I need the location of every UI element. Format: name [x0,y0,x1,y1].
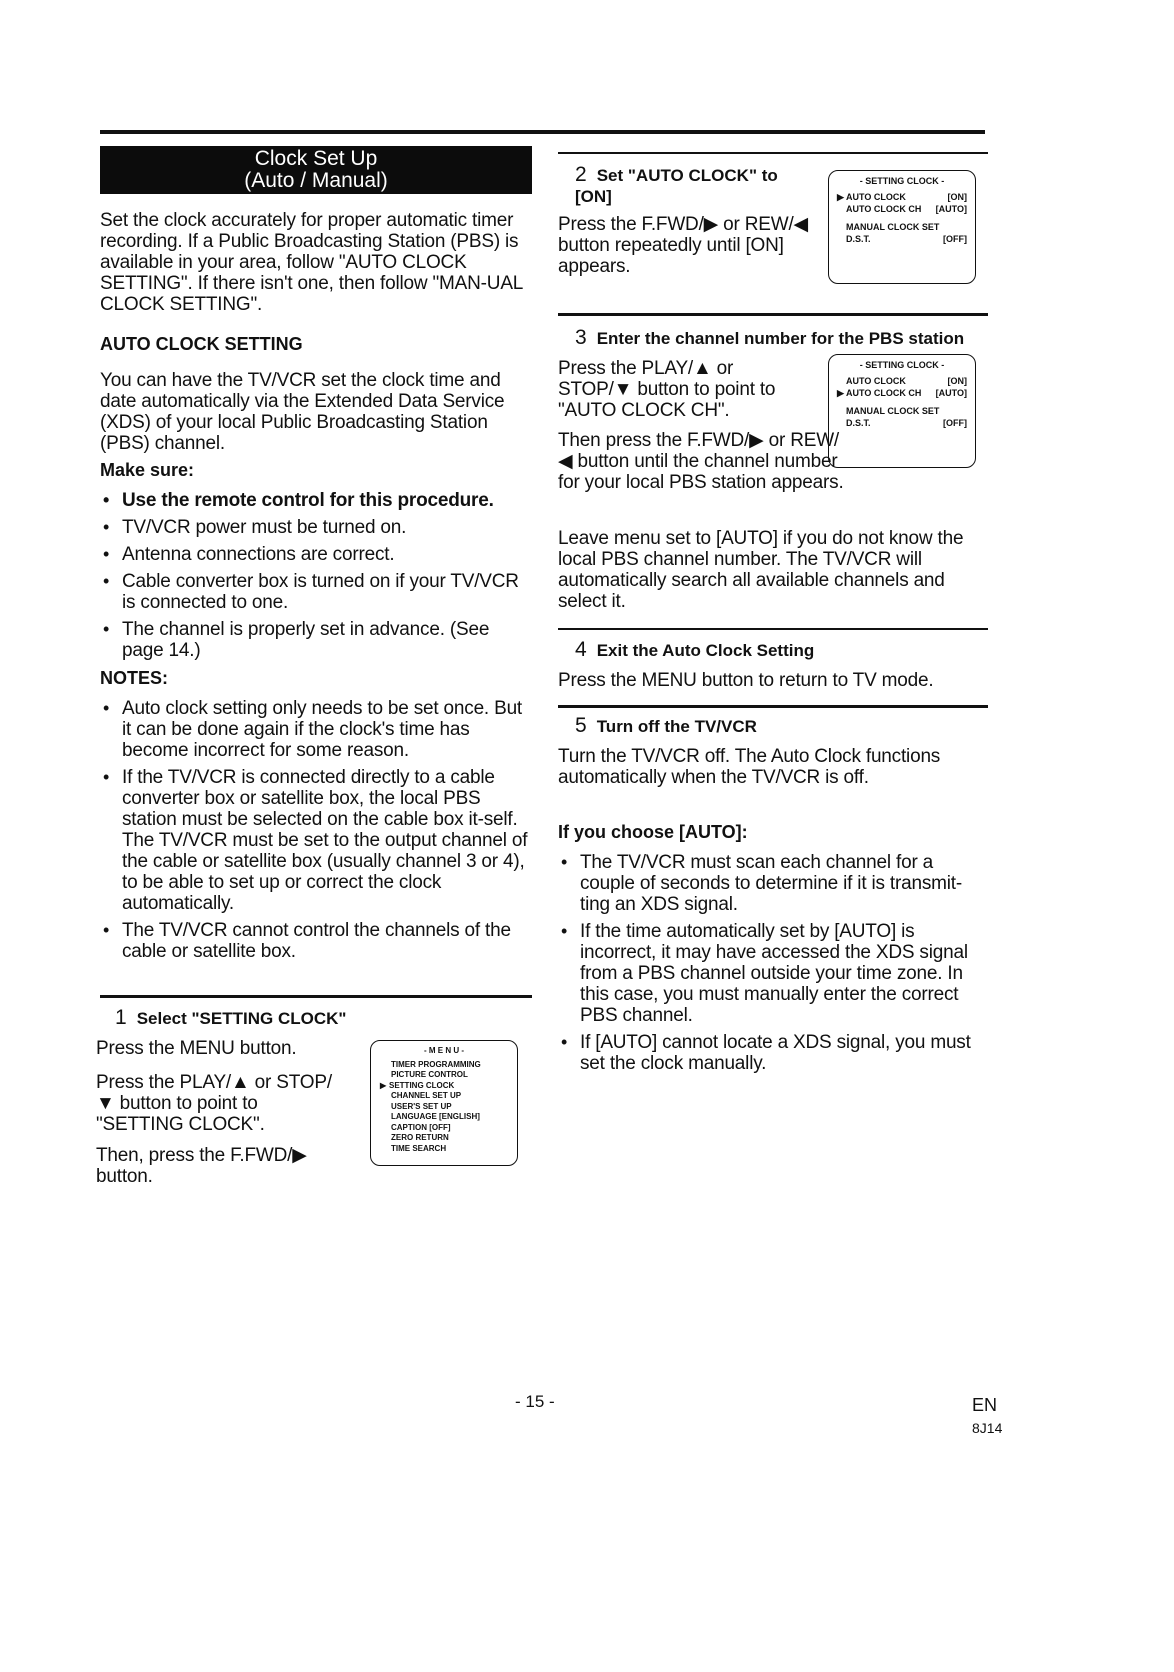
osd-line-dst: D.S.T. [OFF] [846,234,967,244]
step1-number: 1 [115,1006,127,1029]
make-sure-item: • Antenna connections are correct. [100,544,530,565]
step3-rule [558,313,988,316]
step5-number: 5 [575,714,587,737]
step2-text: Press the F.FWD/▶ or REW/◀ button repeatedly until [ON] appears. [558,214,808,277]
step2-title [575,164,810,207]
auto-choice-list [558,852,978,1080]
make-sure-item: • Use the remote control for this procedure. [100,490,530,511]
menu-osd-item: CAPTION [OFF] [391,1122,451,1132]
make-sure-item: • TV/VCR power must be turned on. [100,517,530,538]
step4-title-text: Exit the Auto Clock Setting [596,641,815,660]
auto-choice-item: • If the time automatically set by [AUTO] is incorrect, it may have accessed the XDS signal from a PBS channel outside your time zone. In this case, you must manually enter the correct PBS channel. [558,921,978,1026]
menu-osd-item: TIMER PROGRAMMING [391,1059,481,1069]
step1-title-text: Select "SETTING CLOCK" [136,1009,347,1028]
menu-osd-item: CHANNEL SET UP [391,1091,462,1100]
note-item: • If the TV/VCR is connected directly to a cable converter box or satellite box, the local PBS station must be selected on the cable box it-self. The TV/VCR must be set to the output channel of the cable or satellite box (usually channel 3 or 4), to be able to set up or correct the clock automatically. [100,767,530,914]
language-code: EN [972,1395,998,1415]
step1-text-2: Press the PLAY/▲ or STOP/▼ button to point to "SETTING CLOCK". [96,1072,332,1135]
make-sure-list [100,490,530,667]
osd-value-auto: [AUTO] [935,388,967,398]
pointer-icon: ▶ [837,388,844,398]
step4-number: 4 [575,638,587,661]
step1-rule [100,995,532,998]
step2-title-text: Set "AUTO CLOCK" to [ON] [575,166,778,206]
step5-text: Turn the TV/VCR off. The Auto Clock functions automatically when the TV/VCR is off. [558,746,941,788]
step3-number: 3 [575,326,587,349]
notes-list [100,698,530,968]
osd-title: - SETTING CLOCK - [859,360,945,370]
make-sure-item: • Cable converter box is turned on if your TV/VCR is connected to one. [100,571,530,613]
step3-text-3: Leave menu set to [AUTO] if you do not know the local PBS channel number. The TV/VCR will automatically search all available channels and select it. [558,528,964,612]
title-line-1: Clock Set Up [254,147,378,170]
auto-choice-heading: If you choose [AUTO]: [558,822,748,842]
setting-clock-osd-step3 [828,354,976,468]
osd-line-dst: D.S.T. [OFF] [846,418,967,428]
step4-text: Press the MENU button to return to TV mode. [558,670,934,691]
note-item: • Auto clock setting only needs to be set once. But it can be done again if the clock's time has become incorrect for some reason. [100,698,530,761]
step1-text-3: Then, press the F.FWD/▶ button. [96,1145,307,1187]
menu-osd-item: USER'S SET UP [391,1101,452,1111]
auto-clock-description: You can have the TV/VCR set the clock time and date automatically via the Extended Data Service (XDS) of your local Public Broadcasting Station (PBS) channel. [100,370,505,454]
menu-osd-item: TIME SEARCH [391,1143,447,1153]
osd-line-manual: MANUAL CLOCK SET [846,222,940,232]
make-sure-item: • The channel is properly set in advance. (See page 14.) [100,619,530,661]
auto-clock-heading: AUTO CLOCK SETTING [100,334,303,354]
osd-title: - SETTING CLOCK - [859,176,945,186]
menu-osd-item: ZERO RETURN [391,1133,449,1142]
pointer-icon: ▶ [837,192,844,202]
osd-value-on: [ON] [947,192,967,202]
intro-paragraph: Set the clock accurately for proper automatic timer recording. If a Public Broadcasting Station (PBS) is available in your area, follow "AUTO CLOCK SETTING". If there isn't one, then follow "MAN-UAL CLOCK SETTING". [100,210,523,315]
note-item: • The TV/VCR cannot control the channels of the cable or satellite box. [100,920,530,962]
menu-osd-item: LANGUAGE [ENGLISH] [391,1112,480,1121]
title-banner [100,146,532,194]
menu-osd-item-selected: ▶ SETTING CLOCK [380,1080,455,1090]
step3-text-2: Then press the F.FWD/▶ or REW/◀ button until the channel number for your local PBS station appears. [558,430,844,493]
page-number: - 15 - [515,1392,555,1411]
auto-choice-item: • If [AUTO] cannot locate a XDS signal, you must set the clock manually. [558,1032,978,1074]
osd-line-auto-clock: ▶ AUTO CLOCK [ON] [837,192,967,202]
setting-clock-osd-step2 [828,170,976,284]
make-sure-heading: Make sure: [100,460,195,480]
osd-line-auto-clock: AUTO CLOCK [ON] [846,376,967,386]
step4-title [575,638,814,662]
title-line-2: (Auto / Manual) [244,169,388,192]
step3-title-text: Enter the channel number for the PBS station [596,329,965,348]
notes-heading: NOTES: [100,668,169,688]
top-rule [100,130,985,134]
step1-title [115,1006,346,1030]
step5-title [575,714,757,738]
step3-title [575,326,995,350]
osd-line-manual: MANUAL CLOCK SET [846,406,940,416]
pointer-icon: ▶ [380,1080,387,1090]
step4-rule [558,628,988,630]
model-code: 8J14 [972,1420,1003,1436]
menu-osd-screen [370,1040,518,1166]
step5-title-text: Turn off the TV/VCR [596,717,757,736]
menu-osd-title: - M E N U - [424,1046,464,1055]
step1-text-1: Press the MENU button. [96,1038,297,1059]
step3-text-1: Press the PLAY/▲ or STOP/▼ button to point to "AUTO CLOCK CH". [558,358,776,421]
osd-line-auto-clock-ch: AUTO CLOCK CH [AUTO] [846,204,967,214]
step2-number: 2 [575,163,587,186]
menu-osd-item: PICTURE CONTROL [391,1070,468,1079]
step5-rule [558,705,988,708]
auto-choice-item: • The TV/VCR must scan each channel for a couple of seconds to determine if it is transmit-ting an XDS signal. [558,852,978,915]
step2-rule [558,152,988,154]
osd-line-auto-clock-ch: ▶ AUTO CLOCK CH [AUTO] [837,388,967,398]
